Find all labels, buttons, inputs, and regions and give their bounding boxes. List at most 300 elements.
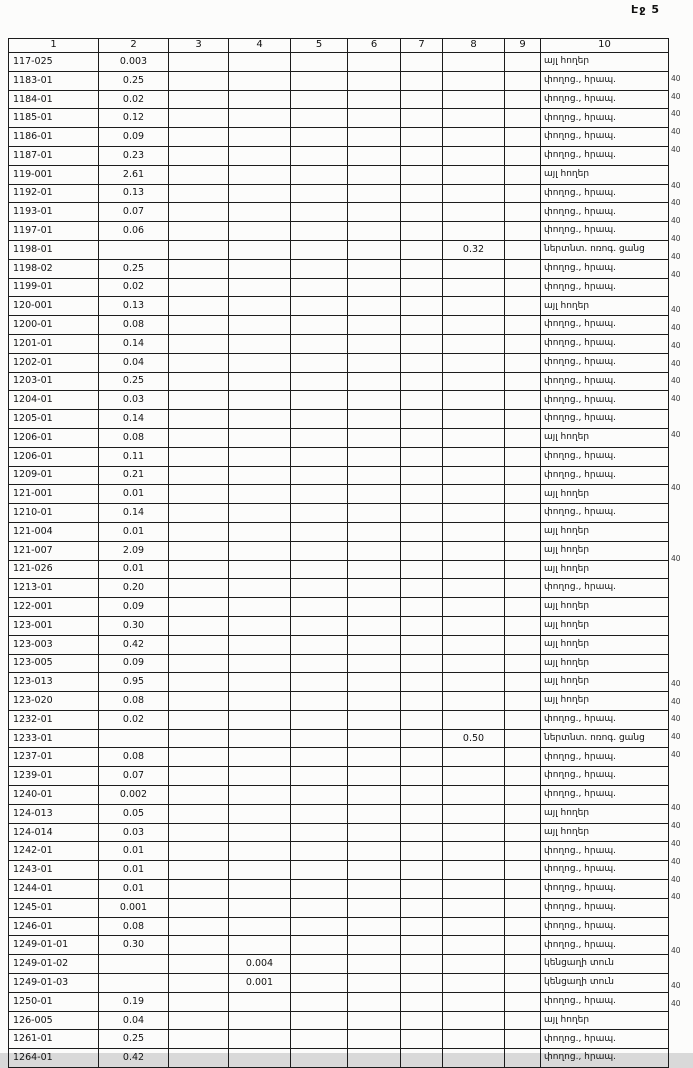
table-cell (401, 786, 443, 805)
table-cell (348, 109, 401, 128)
table-row (9, 955, 669, 974)
table-row (9, 109, 669, 128)
table-cell: փողոց., հրապ. (541, 447, 669, 466)
table-cell (505, 1011, 541, 1030)
table-cell: 1249-01-03 (9, 974, 99, 993)
margin-note: 40 (671, 251, 681, 261)
table-cell: 0.01 (99, 842, 169, 861)
margin-note (671, 782, 691, 800)
margin-note: 40 (671, 714, 681, 724)
table-row (9, 447, 669, 466)
table-cell (505, 673, 541, 692)
margin-note: 40 (671, 144, 681, 154)
table-cell (348, 391, 401, 410)
table-cell (348, 165, 401, 184)
table-cell (348, 880, 401, 899)
table-cell: 123-005 (9, 654, 99, 673)
table-cell (291, 616, 348, 635)
table-cell (169, 579, 229, 598)
table-cell: 1187-01 (9, 146, 99, 165)
table-cell (348, 128, 401, 147)
table-cell (348, 259, 401, 278)
margin-note: 40 (671, 678, 681, 688)
table-cell (291, 146, 348, 165)
table-cell (443, 466, 505, 485)
table-cell (229, 804, 291, 823)
table-cell: 1202-01 (9, 353, 99, 372)
table-cell (401, 898, 443, 917)
table-cell (505, 560, 541, 579)
table-cell (443, 1030, 505, 1049)
margin-note (671, 283, 691, 301)
table-cell (169, 447, 229, 466)
margin-note (671, 764, 691, 782)
table-cell (229, 1011, 291, 1030)
table-cell (291, 71, 348, 90)
table-cell (348, 466, 401, 485)
table-cell (291, 748, 348, 767)
margin-note: 40 (671, 198, 681, 208)
table-cell (169, 259, 229, 278)
table-cell: փողոց., հրապ. (541, 222, 669, 241)
table-cell (348, 598, 401, 617)
column-header: 10 (541, 39, 669, 53)
table-cell: 0.02 (99, 710, 169, 729)
table-cell (169, 598, 229, 617)
table-cell: 1243-01 (9, 861, 99, 880)
table-cell (229, 372, 291, 391)
table-cell: 0.14 (99, 504, 169, 523)
table-row (9, 748, 669, 767)
table-cell: 0.42 (99, 635, 169, 654)
table-cell (291, 334, 348, 353)
table-row (9, 240, 669, 259)
table-cell: այլ հողեր (541, 560, 669, 579)
table-cell (401, 955, 443, 974)
table-cell (169, 466, 229, 485)
table-cell: 0.25 (99, 71, 169, 90)
table-cell: կենցաղի տուն (541, 974, 669, 993)
table-cell (291, 1049, 348, 1068)
margin-note: 40 (671, 216, 681, 226)
table-row (9, 428, 669, 447)
table-cell (401, 823, 443, 842)
table-cell: 0.25 (99, 372, 169, 391)
table-cell (291, 240, 348, 259)
table-cell (291, 974, 348, 993)
table-cell (401, 259, 443, 278)
table-cell (401, 598, 443, 617)
table-cell (443, 598, 505, 617)
table-cell (229, 71, 291, 90)
table-cell (401, 729, 443, 748)
table-cell (169, 146, 229, 165)
table-cell (229, 898, 291, 917)
table-cell (99, 955, 169, 974)
table-cell: փողոց., հրապ. (541, 203, 669, 222)
table-cell (443, 410, 505, 429)
margin-note: 40 (671, 750, 681, 760)
table-cell: 0.02 (99, 90, 169, 109)
table-cell: այլ հողեր (541, 1011, 669, 1030)
table-cell (291, 898, 348, 917)
margin-note: 40 (671, 322, 681, 332)
table-cell (401, 334, 443, 353)
table-cell (291, 767, 348, 786)
table-cell (169, 109, 229, 128)
table-cell (348, 222, 401, 241)
table-cell (401, 917, 443, 936)
table-cell (348, 485, 401, 504)
table-cell: 1206-01 (9, 428, 99, 447)
table-cell (401, 485, 443, 504)
table-cell: 123-020 (9, 692, 99, 711)
table-cell: 0.08 (99, 428, 169, 447)
table-cell (229, 109, 291, 128)
table-cell (348, 898, 401, 917)
table-cell: փողոց., հրապ. (541, 992, 669, 1011)
table-cell: փողոց., հրապ. (541, 504, 669, 523)
table-cell: փողոց., հրապ. (541, 880, 669, 899)
table-cell (348, 184, 401, 203)
table-row (9, 541, 669, 560)
margin-note: 40 (671, 73, 681, 83)
table-cell (505, 616, 541, 635)
table-cell (229, 842, 291, 861)
table-cell (348, 786, 401, 805)
table-cell (348, 334, 401, 353)
table-cell: 1264-01 (9, 1049, 99, 1068)
table-cell (169, 673, 229, 692)
table-cell (291, 128, 348, 147)
margin-note: 40 (671, 483, 681, 493)
table-cell (291, 598, 348, 617)
table-cell (505, 109, 541, 128)
table-row (9, 485, 669, 504)
table-cell (169, 128, 229, 147)
table-row (9, 654, 669, 673)
table-row (9, 804, 669, 823)
table-cell (505, 522, 541, 541)
table-cell (291, 222, 348, 241)
table-cell (169, 485, 229, 504)
table-cell: 1246-01 (9, 917, 99, 936)
table-cell (169, 936, 229, 955)
table-cell (229, 767, 291, 786)
table-row (9, 222, 669, 241)
table-cell (505, 767, 541, 786)
table-cell (443, 53, 505, 72)
table-cell (401, 165, 443, 184)
table-cell: այլ հողեր (541, 522, 669, 541)
table-cell (401, 504, 443, 523)
table-row (9, 1049, 669, 1068)
table-row (9, 184, 669, 203)
table-cell (443, 353, 505, 372)
table-cell: 0.07 (99, 767, 169, 786)
table-cell (169, 654, 229, 673)
table-cell: փողոց., հրապ. (541, 316, 669, 335)
table-cell (401, 240, 443, 259)
column-header: 4 (229, 39, 291, 53)
table-cell (505, 203, 541, 222)
table-cell: 1186-01 (9, 128, 99, 147)
margin-note: 40 (671, 874, 681, 884)
table-cell (291, 823, 348, 842)
margin-note: 40 (671, 554, 681, 564)
table-cell (291, 466, 348, 485)
table-cell (443, 485, 505, 504)
table-row (9, 898, 669, 917)
table-cell (443, 372, 505, 391)
table-cell (229, 654, 291, 673)
table-cell (505, 898, 541, 917)
table-cell (443, 1049, 505, 1068)
table-cell (505, 804, 541, 823)
table-cell (169, 823, 229, 842)
table-cell (401, 146, 443, 165)
table-cell (348, 447, 401, 466)
table-cell: 124-013 (9, 804, 99, 823)
table-cell: այլ հողեր (541, 485, 669, 504)
table-cell (291, 541, 348, 560)
table-cell (229, 391, 291, 410)
table-cell (505, 842, 541, 861)
table-cell: 0.09 (99, 654, 169, 673)
table-cell (348, 936, 401, 955)
table-cell (169, 297, 229, 316)
table-cell: 124-014 (9, 823, 99, 842)
table-cell (169, 786, 229, 805)
table-cell: 0.01 (99, 485, 169, 504)
table-cell (443, 334, 505, 353)
table-cell (443, 522, 505, 541)
table-cell: 0.21 (99, 466, 169, 485)
table-cell (169, 992, 229, 1011)
table-cell (229, 616, 291, 635)
table-cell (99, 729, 169, 748)
margin-note: 40 (671, 305, 681, 315)
table-row (9, 992, 669, 1011)
margin-note (671, 515, 691, 533)
table-cell: 0.05 (99, 804, 169, 823)
table-cell: փողոց., հրապ. (541, 748, 669, 767)
table-cell: փողոց., հրապ. (541, 579, 669, 598)
table-cell (443, 974, 505, 993)
table-cell (291, 203, 348, 222)
table-row (9, 823, 669, 842)
table-cell (229, 823, 291, 842)
table-cell: 0.14 (99, 410, 169, 429)
table-cell (291, 842, 348, 861)
table-cell: 0.08 (99, 917, 169, 936)
table-cell (348, 428, 401, 447)
table-cell (348, 861, 401, 880)
table-cell (401, 447, 443, 466)
table-cell: փողոց., հրապ. (541, 391, 669, 410)
table-cell: փողոց., հրապ. (541, 278, 669, 297)
table-cell (505, 654, 541, 673)
table-cell (348, 316, 401, 335)
margin-note (671, 52, 691, 70)
table-cell: փողոց., հրապ. (541, 410, 669, 429)
table-cell (443, 654, 505, 673)
table-cell: այլ հողեր (541, 635, 669, 654)
table-cell (229, 729, 291, 748)
table-cell (169, 222, 229, 241)
table-cell (443, 748, 505, 767)
table-cell (291, 410, 348, 429)
table-cell: 0.09 (99, 128, 169, 147)
table-cell: 121-001 (9, 485, 99, 504)
table-cell: 123-003 (9, 635, 99, 654)
table-cell (401, 936, 443, 955)
table-cell (443, 673, 505, 692)
table-cell (505, 692, 541, 711)
table-cell (291, 53, 348, 72)
table-cell (169, 504, 229, 523)
table-row (9, 1030, 669, 1049)
table-row (9, 71, 669, 90)
table-cell (401, 278, 443, 297)
table-cell (348, 1049, 401, 1068)
table-cell (169, 917, 229, 936)
table-cell: 2.09 (99, 541, 169, 560)
table-cell (443, 936, 505, 955)
table-cell: այլ հողեր (541, 428, 669, 447)
table-cell (348, 579, 401, 598)
table-cell (505, 485, 541, 504)
margin-note (671, 586, 691, 604)
table-cell (169, 748, 229, 767)
table-cell: 0.06 (99, 222, 169, 241)
table-cell (505, 466, 541, 485)
table-cell: 0.04 (99, 1011, 169, 1030)
table-cell: 0.01 (99, 522, 169, 541)
table-cell (169, 1011, 229, 1030)
table-cell (169, 880, 229, 899)
table-cell (348, 1011, 401, 1030)
table-cell (401, 673, 443, 692)
table-row (9, 1011, 669, 1030)
table-cell: 1242-01 (9, 842, 99, 861)
margin-note (671, 159, 691, 177)
table-cell (169, 635, 229, 654)
table-cell: 2.61 (99, 165, 169, 184)
table-cell (505, 90, 541, 109)
table-cell: 0.32 (443, 240, 505, 259)
margin-note: 40 (671, 269, 681, 279)
table-cell (229, 522, 291, 541)
margin-note: 40 (671, 999, 681, 1009)
table-cell: 0.01 (99, 560, 169, 579)
table-cell (229, 222, 291, 241)
table-cell (505, 278, 541, 297)
table-cell (443, 616, 505, 635)
margin-note: 40 (671, 91, 681, 101)
table-cell (229, 165, 291, 184)
table-cell (229, 692, 291, 711)
table-cell: 1192-01 (9, 184, 99, 203)
table-cell: 1233-01 (9, 729, 99, 748)
table-cell (443, 917, 505, 936)
table-cell (169, 974, 229, 993)
margin-note (671, 408, 691, 426)
table-cell: 1239-01 (9, 767, 99, 786)
table-cell (348, 748, 401, 767)
table-cell (443, 898, 505, 917)
table-row (9, 372, 669, 391)
table-cell (291, 447, 348, 466)
table-cell: 1249-01-02 (9, 955, 99, 974)
table-cell (401, 654, 443, 673)
table-cell (348, 729, 401, 748)
table-cell (443, 504, 505, 523)
table-cell (229, 353, 291, 372)
table-cell (291, 880, 348, 899)
table-cell (169, 240, 229, 259)
table-cell: 0.001 (229, 974, 291, 993)
table-cell (229, 278, 291, 297)
table-cell: 0.04 (99, 353, 169, 372)
table-cell (348, 240, 401, 259)
table-cell: փողոց., հրապ. (541, 90, 669, 109)
table-cell: 1240-01 (9, 786, 99, 805)
table-cell: 0.23 (99, 146, 169, 165)
table-cell: փողոց., հրապ. (541, 936, 669, 955)
table-cell (505, 447, 541, 466)
table-cell (401, 1049, 443, 1068)
table-row (9, 842, 669, 861)
margin-note (671, 533, 691, 551)
table-cell (169, 410, 229, 429)
table-cell (291, 992, 348, 1011)
table-cell (505, 222, 541, 241)
table-cell (348, 635, 401, 654)
table-cell (291, 353, 348, 372)
table-cell (443, 786, 505, 805)
table-cell: 0.09 (99, 598, 169, 617)
table-cell: փողոց., հրապ. (541, 1030, 669, 1049)
table-cell (401, 90, 443, 109)
table-cell (291, 579, 348, 598)
margin-notes (671, 52, 691, 1013)
table-cell (169, 1049, 229, 1068)
table-cell (229, 259, 291, 278)
table-cell: այլ հողեր (541, 823, 669, 842)
table-cell (229, 635, 291, 654)
table-cell (229, 485, 291, 504)
table-row (9, 692, 669, 711)
table-cell (229, 917, 291, 936)
table-cell: փողոց., հրապ. (541, 767, 669, 786)
table-cell (291, 635, 348, 654)
table-cell: 0.01 (99, 861, 169, 880)
margin-note (671, 960, 691, 978)
table-cell (443, 560, 505, 579)
table-cell (505, 974, 541, 993)
table-cell: փողոց., հրապ. (541, 917, 669, 936)
table-cell (169, 1030, 229, 1049)
table-cell (443, 804, 505, 823)
table-cell: 123-001 (9, 616, 99, 635)
table-cell (169, 53, 229, 72)
table-cell (348, 842, 401, 861)
table-cell (401, 992, 443, 1011)
table-cell (505, 1049, 541, 1068)
table-row (9, 146, 669, 165)
table-cell (348, 71, 401, 90)
